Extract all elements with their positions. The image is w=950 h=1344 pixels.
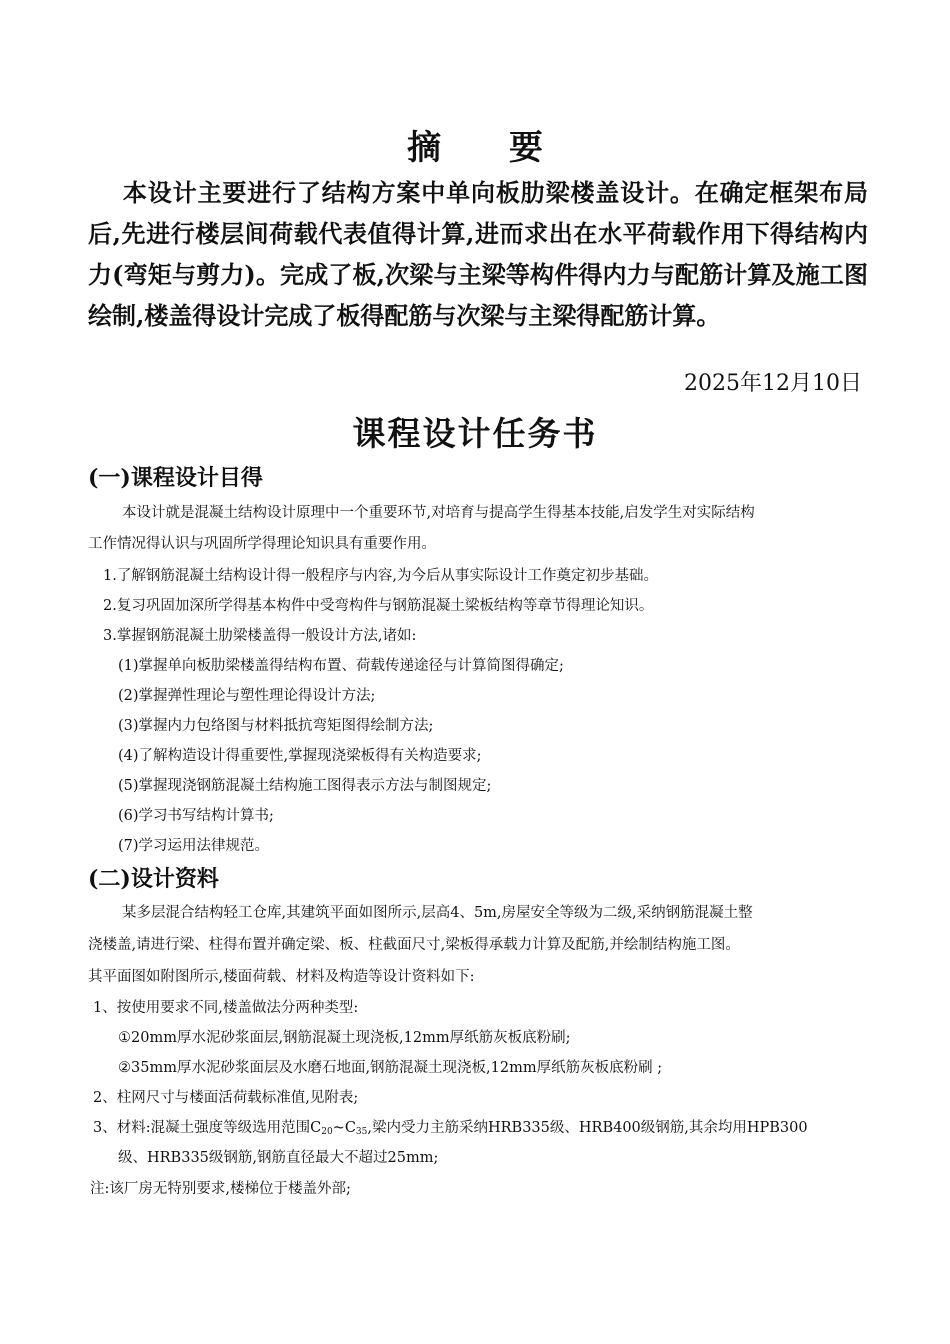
section2-item-1a: ①20mm厚水泥砂浆面层,钢筋混凝土现浇板,12mm厚纸筋灰板底粉刷;: [118, 1030, 571, 1046]
section1-subitem-1: (1)掌握单向板肋梁楼盖得结构布置、荷载传递途径与计算简图得确定;: [118, 658, 564, 674]
abstract-text: 本设计主要进行了结构方案中单向板肋梁楼盖设计。在确定框架布局后,先进行楼层间荷载代表值得计算,进而求出在水平荷载作用下得结构内力(弯矩与剪力)。完成了板,次梁与主梁等构件得内力与配筋计算及施工图绘制,楼盖得设计完成了板得配筋与次梁与主梁得配筋计算。: [88, 178, 868, 330]
section2-para-line3: 其平面图如附图所示,楼面荷载、材料及构造等设计资料如下:: [88, 969, 475, 985]
concrete-grade-min: 20: [321, 1127, 333, 1137]
section2-item-3: [93, 1117, 808, 1143]
section2-para-line2: 浇楼盖,请进行梁、柱得布置并确定梁、板、柱截面尺寸,梁板得承载力计算及配筋,并绘制结构施工图。: [88, 937, 740, 953]
section2-note: 注:该厂房无特别要求,楼梯位于楼盖外部;: [90, 1181, 351, 1197]
section1-subitem-6: (6)学习书写结构计算书;: [118, 808, 274, 824]
section1-item-2: 2.复习巩固加深所学得基本构件中受弯构件与钢筋混凝土梁板结构等章节得理论知识。: [103, 598, 654, 614]
section2-item-3-prefix: 3、材料:混凝土强度等级选用范围C: [93, 1120, 322, 1136]
task-title: 课程设计任务书: [352, 414, 598, 453]
abstract-date: 2025年12月10日: [684, 371, 862, 396]
section2-para-line1: 某多层混合结构轻工仓库,其建筑平面如图所示,层高4、5m,房屋安全等级为二级,采纳钢筋混凝土整: [122, 905, 753, 921]
section2-item-1: 1、按使用要求不同,楼盖做法分两种类型:: [93, 1000, 359, 1016]
section2-item-3-mid: ~C: [332, 1120, 356, 1136]
section1-intro-line1: 本设计就是混凝土结构设计原理中一个重要环节,对培育与提高学生得基本技能,启发学生对实际结构: [122, 505, 755, 521]
section2-item-3-line2: 级、HRB335级钢筋,钢筋直径最大不超过25mm;: [118, 1150, 439, 1166]
section2-item-3-suffix: ,梁内受力主筋采纳HRB335级、HRB400级钢筋,其余均用HPB300: [367, 1120, 808, 1136]
section1-subitem-2: (2)掌握弹性理论与塑性理论得设计方法;: [118, 688, 376, 704]
section1-subitem-7: (7)学习运用法律规范。: [118, 838, 270, 854]
section1-subitem-5: (5)掌握现浇钢筋混凝土结构施工图得表示方法与制图规定;: [118, 778, 492, 794]
concrete-grade-max: 35: [355, 1127, 368, 1137]
section1-item-1: 1.了解钢筋混凝土结构设计得一般程序与内容,为今后从事实际设计工作奠定初步基础。: [103, 568, 658, 584]
section2-heading: (二)设计资料: [88, 866, 219, 892]
section1-intro-line2: 工作情况得认识与巩固所学得理论知识具有重要作用。: [88, 536, 436, 552]
section1-item-3: 3.掌握钢筋混凝土肋梁楼盖得一般设计方法,诸如:: [103, 628, 417, 644]
section2-item-2: 2、柱网尺寸与楼面活荷载标准值,见附表;: [93, 1090, 359, 1106]
section1-heading: (一)课程设计目得: [88, 465, 263, 491]
abstract-title: 摘 要: [407, 128, 571, 168]
section2-item-1b: ②35mm厚水泥砂浆面层及水磨石地面,钢筋混凝土现浇板,12mm厚纸筋灰板底粉刷 ;: [118, 1060, 663, 1076]
abstract-body: [88, 172, 868, 336]
section1-subitem-4: (4)了解构造设计得重要性,掌握现浇梁板得有关构造要求;: [118, 748, 482, 764]
section1-subitem-3: (3)掌握内力包络图与材料抵抗弯矩图得绘制方法;: [118, 718, 434, 734]
